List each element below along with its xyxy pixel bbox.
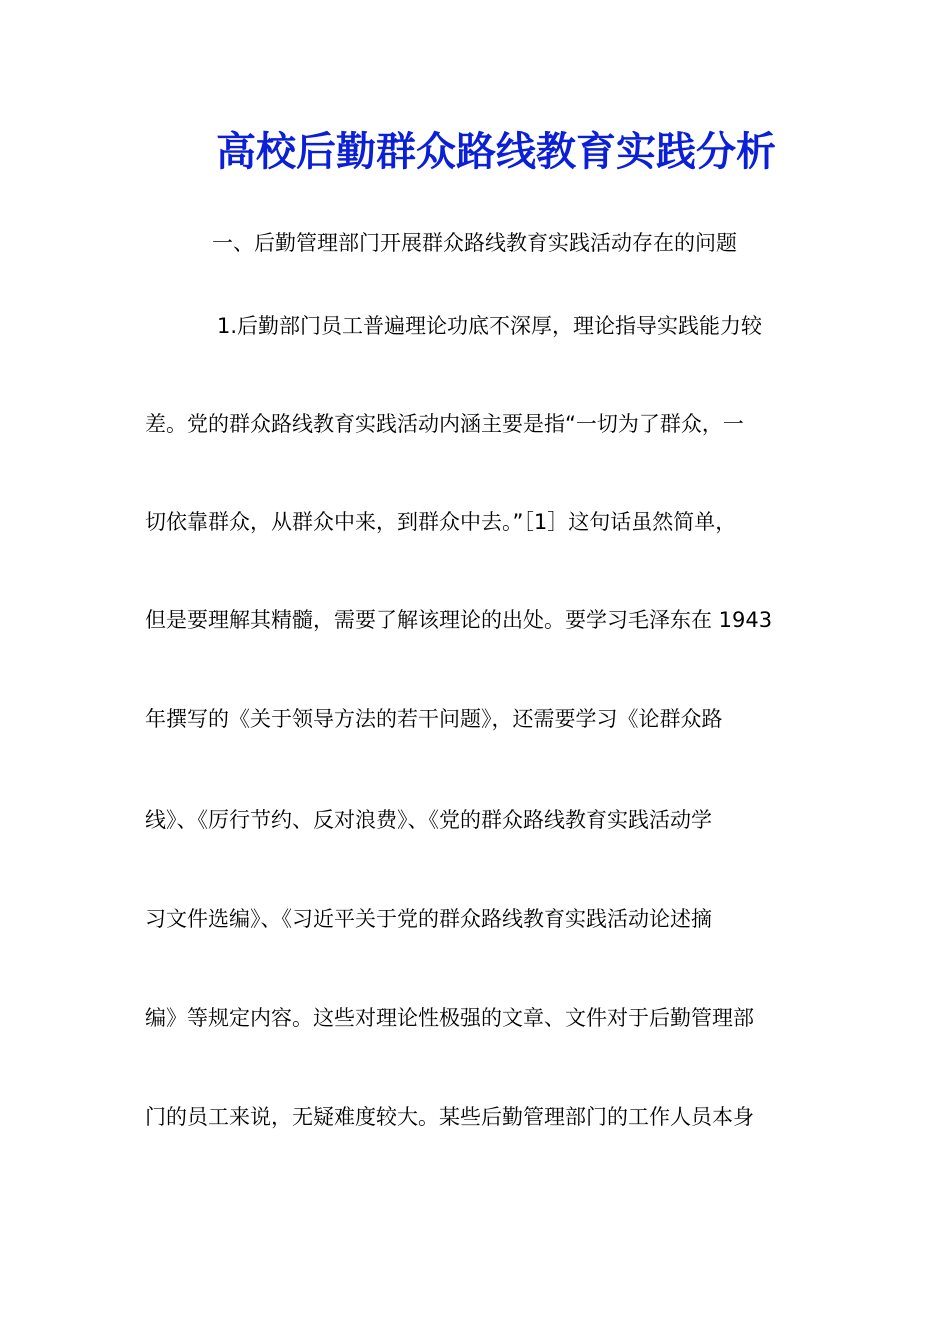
paragraph-line: 线》、《厉行节约、反对浪费》、《党的群众路线教育实践活动学 [145, 808, 712, 832]
paragraph-line: 差。党的群众路线教育实践活动内涵主要是指“一切为了群众，一 [145, 412, 744, 436]
paragraph-line: 1.后勤部门员工普遍理论功底不深厚，理论指导实践能力较 [217, 314, 763, 338]
paragraph-line: 但是要理解其精髓，需要了解该理论的出处。要学习毛泽东在 1943 [145, 608, 773, 632]
paragraph-line: 切依靠群众，从群众中来，到群众中去。”［1］这句话虽然简单， [145, 510, 737, 534]
paragraph-line: 编》等规定内容。这些对理论性极强的文章、文件对于后勤管理部 [145, 1006, 754, 1030]
paragraph-line: 年撰写的《关于领导方法的若干问题》，还需要学习《论群众路 [145, 707, 723, 731]
section-heading: 一、后勤管理部门开展群众路线教育实践活动存在的问题 [212, 231, 737, 255]
document-title: 高校后勤群众路线教育实践分析 [216, 128, 776, 175]
paragraph-line: 门的员工来说，无疑难度较大。某些后勤管理部门的工作人员本身 [145, 1105, 754, 1129]
paragraph-line: 习文件选编》、《习近平关于党的群众路线教育实践活动论述摘 [145, 907, 712, 931]
